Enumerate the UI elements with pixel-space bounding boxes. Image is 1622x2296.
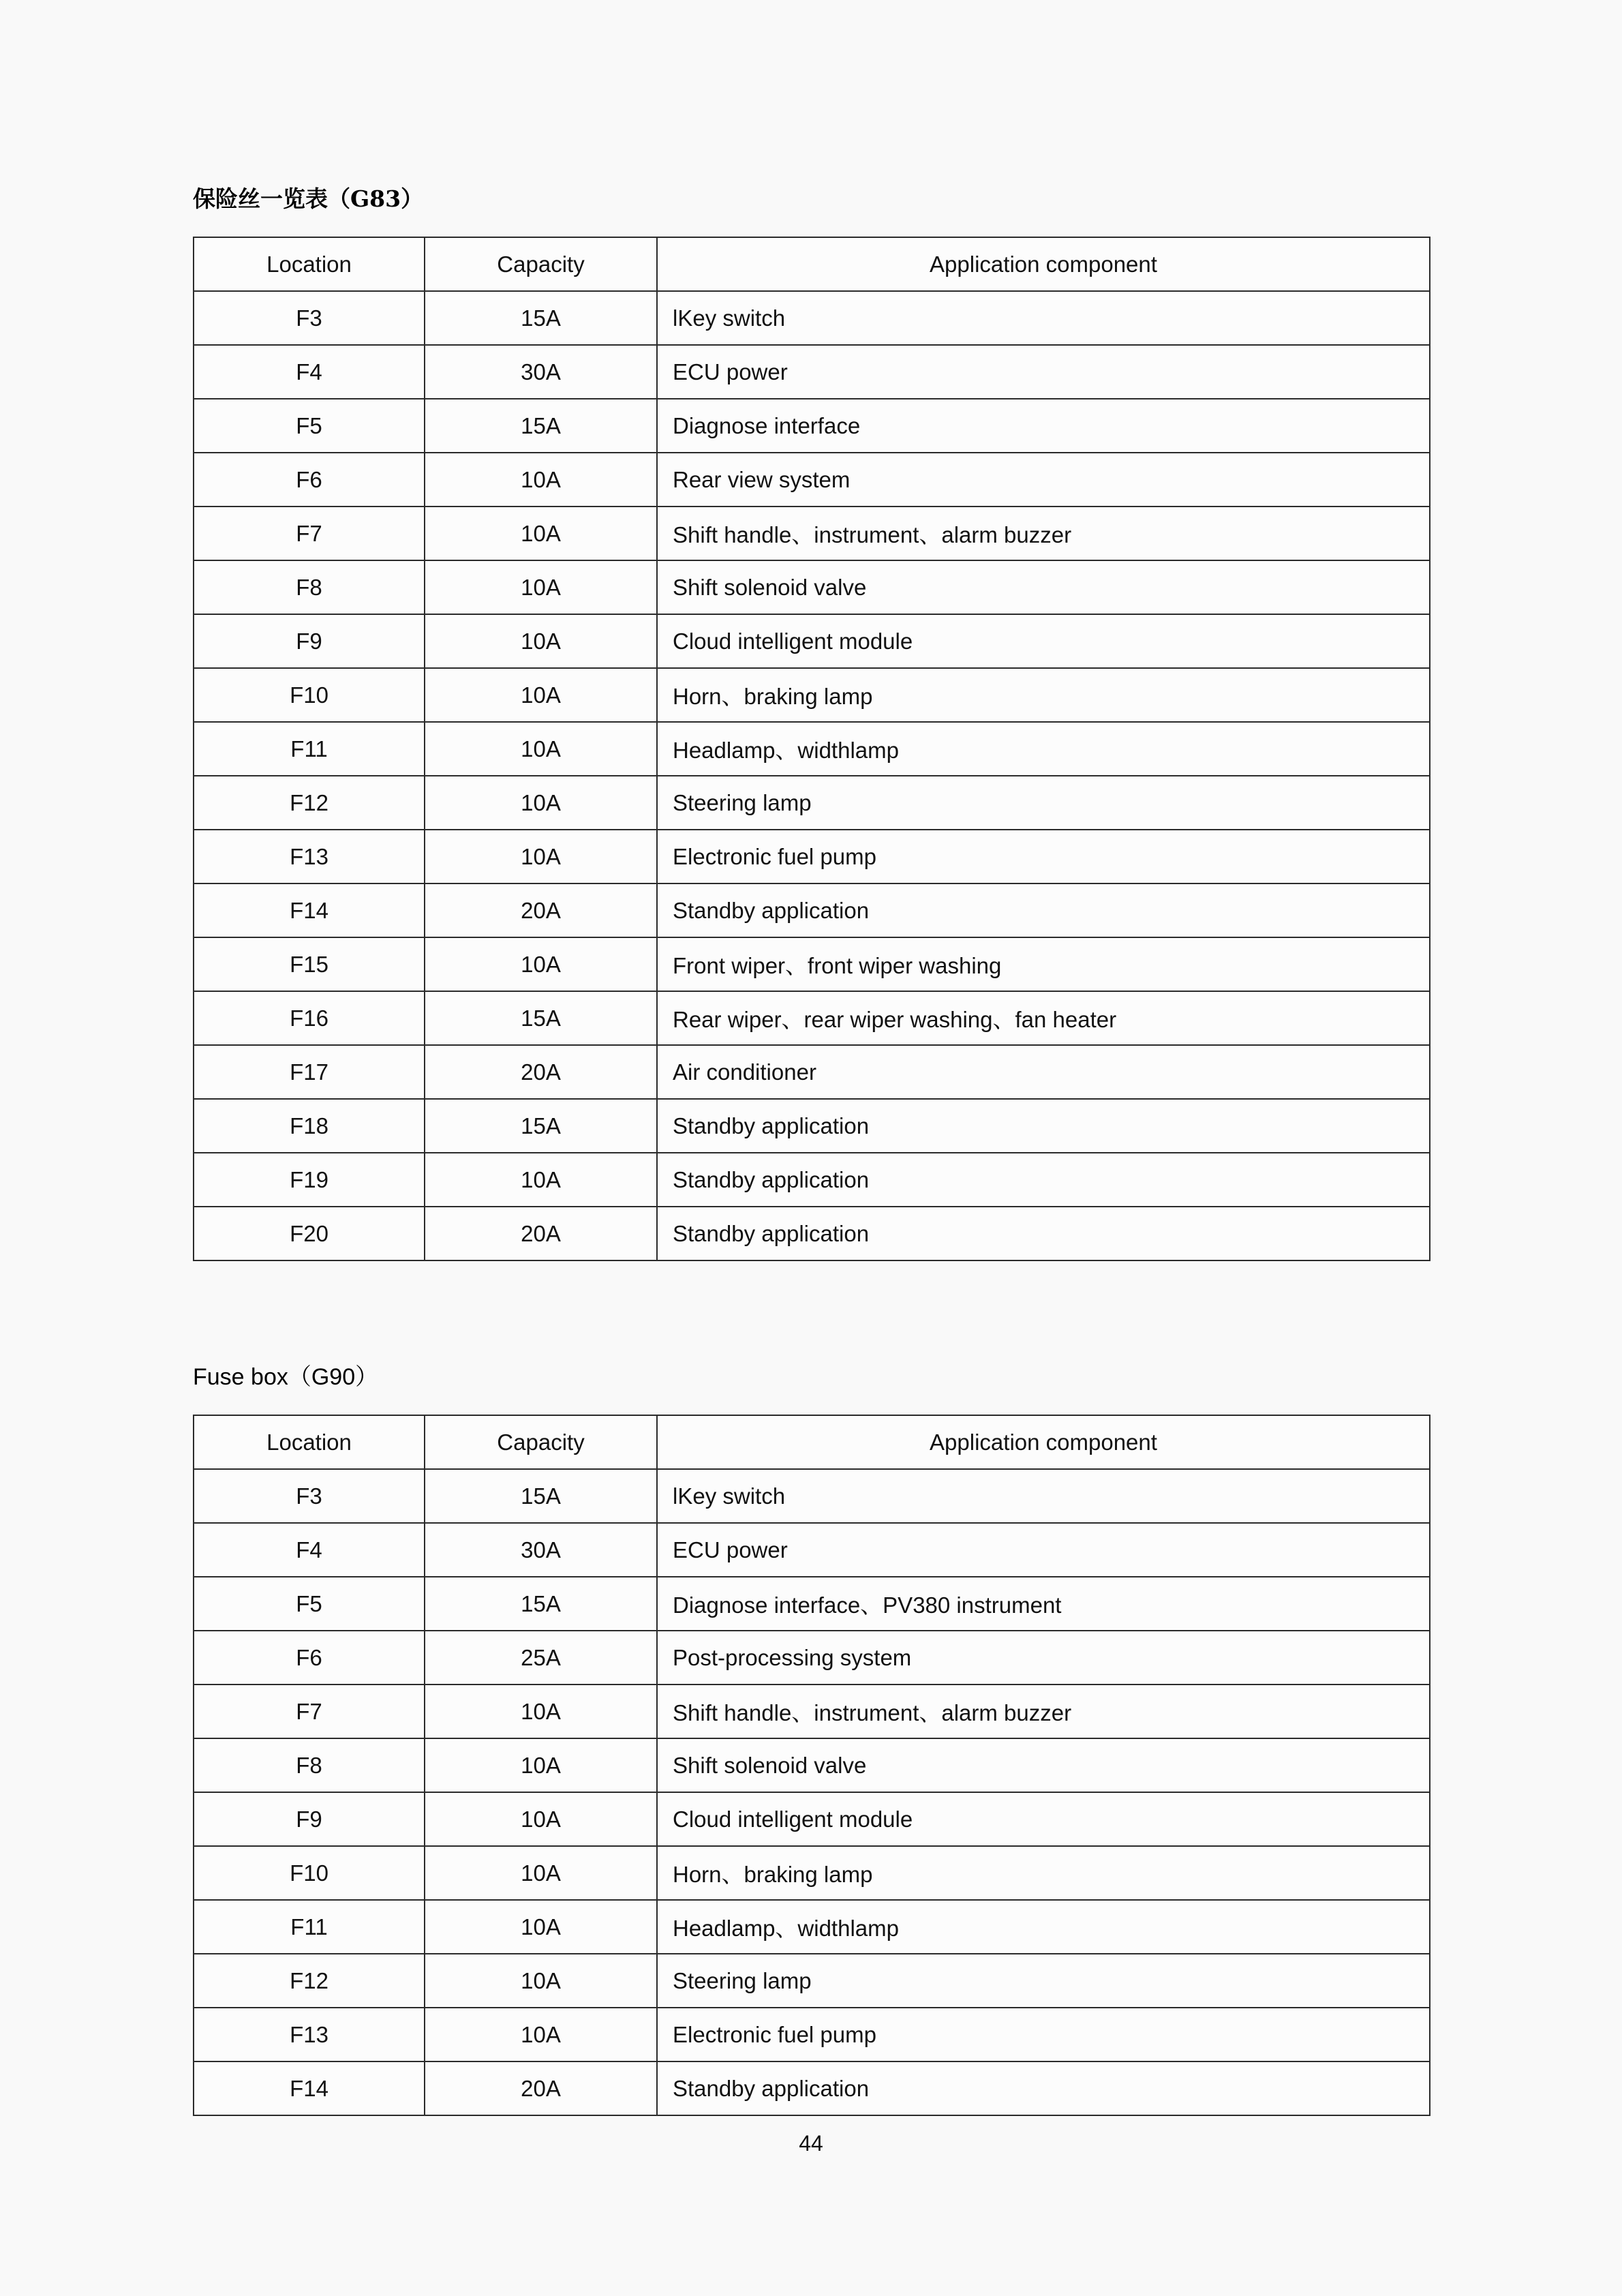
cell-capacity: 10A — [425, 1954, 657, 2008]
cell-location: F9 — [194, 614, 425, 668]
cell-location: F14 — [194, 883, 425, 937]
cell-application-component: Electronic fuel pump — [657, 2008, 1430, 2061]
cell-location: F13 — [194, 830, 425, 883]
table-row — [194, 883, 1430, 937]
column-header-location: Location — [194, 1415, 425, 1469]
table-row — [194, 399, 1430, 453]
table-row — [194, 614, 1430, 668]
table-row — [194, 1846, 1430, 1900]
cell-capacity: 25A — [425, 1631, 657, 1685]
cell-application-component: Cloud intelligent module — [657, 614, 1430, 668]
cell-capacity: 15A — [425, 991, 657, 1045]
cell-location: F4 — [194, 345, 425, 399]
table-header-row — [194, 237, 1430, 291]
cell-capacity: 10A — [425, 2008, 657, 2061]
cell-capacity: 10A — [425, 937, 657, 991]
page-number: 44 — [799, 2131, 823, 2156]
table-body-g90 — [194, 1469, 1430, 2115]
cell-location: F6 — [194, 1631, 425, 1685]
cell-application-component: Steering lamp — [657, 776, 1430, 830]
cell-application-component: Standby application — [657, 2061, 1430, 2115]
table-header-g83 — [194, 237, 1430, 291]
table-row — [194, 1792, 1430, 1846]
cell-location: F12 — [194, 1954, 425, 2008]
cell-location: F15 — [194, 937, 425, 991]
cell-capacity: 10A — [425, 668, 657, 722]
table-row — [194, 1738, 1430, 1792]
cell-location: F9 — [194, 1792, 425, 1846]
cell-location: F10 — [194, 668, 425, 722]
column-header-application-component: Application component — [657, 1415, 1430, 1469]
column-header-capacity: Capacity — [425, 1415, 657, 1469]
cell-location: F11 — [194, 1900, 425, 1954]
cell-application-component: Electronic fuel pump — [657, 830, 1430, 883]
cell-capacity: 20A — [425, 2061, 657, 2115]
cell-application-component: Steering lamp — [657, 1954, 1430, 2008]
column-header-capacity: Capacity — [425, 237, 657, 291]
cell-application-component: Air conditioner — [657, 1045, 1430, 1099]
cell-location: F19 — [194, 1153, 425, 1207]
cell-capacity: 20A — [425, 1207, 657, 1260]
cell-application-component: Shift handle、instrument、alarm buzzer — [657, 1685, 1430, 1738]
cell-capacity: 10A — [425, 722, 657, 776]
table-row — [194, 507, 1430, 560]
table-row — [194, 776, 1430, 830]
cell-location: F20 — [194, 1207, 425, 1260]
cell-application-component: Standby application — [657, 883, 1430, 937]
table-row — [194, 560, 1430, 614]
cell-application-component: Standby application — [657, 1099, 1430, 1153]
cell-application-component: Rear view system — [657, 453, 1430, 507]
table-row — [194, 1900, 1430, 1954]
cell-location: F4 — [194, 1523, 425, 1577]
table-row — [194, 1207, 1430, 1260]
cell-capacity: 10A — [425, 1792, 657, 1846]
cell-location: F7 — [194, 507, 425, 560]
table-row — [194, 1954, 1430, 2008]
table-row — [194, 2061, 1430, 2115]
cell-application-component: Rear wiper、rear wiper washing、fan heater — [657, 991, 1430, 1045]
section-title-g90: Fuse box（G90） — [193, 1364, 379, 1390]
cell-application-component: Horn、braking lamp — [657, 1846, 1430, 1900]
cell-capacity: 15A — [425, 291, 657, 345]
cell-application-component: Shift handle、instrument、alarm buzzer — [657, 507, 1430, 560]
table-row — [194, 1523, 1430, 1577]
cell-location: F13 — [194, 2008, 425, 2061]
cell-application-component: lKey switch — [657, 291, 1430, 345]
column-header-application-component: Application component — [657, 237, 1430, 291]
cell-capacity: 30A — [425, 1523, 657, 1577]
cell-application-component: Shift solenoid valve — [657, 560, 1430, 614]
cell-application-component: Diagnose interface、PV380 instrument — [657, 1577, 1430, 1631]
cell-location: F8 — [194, 1738, 425, 1792]
table-row — [194, 668, 1430, 722]
column-header-location: Location — [194, 237, 425, 291]
cell-capacity: 15A — [425, 399, 657, 453]
cell-location: F6 — [194, 453, 425, 507]
cell-capacity: 10A — [425, 776, 657, 830]
cell-location: F18 — [194, 1099, 425, 1153]
cell-capacity: 20A — [425, 883, 657, 937]
cell-capacity: 20A — [425, 1045, 657, 1099]
cell-application-component: Front wiper、front wiper washing — [657, 937, 1430, 991]
cell-application-component: ECU power — [657, 1523, 1430, 1577]
cell-application-component: Headlamp、widthlamp — [657, 1900, 1430, 1954]
fuse-table-g90 — [193, 1415, 1430, 2116]
cell-capacity: 15A — [425, 1469, 657, 1523]
cell-application-component: Diagnose interface — [657, 399, 1430, 453]
table-row — [194, 1153, 1430, 1207]
cell-capacity: 10A — [425, 1153, 657, 1207]
table-header-g90 — [194, 1415, 1430, 1469]
cell-capacity: 15A — [425, 1577, 657, 1631]
cell-location: F8 — [194, 560, 425, 614]
table-row — [194, 345, 1430, 399]
cell-capacity: 10A — [425, 614, 657, 668]
cell-location: F7 — [194, 1685, 425, 1738]
cell-location: F12 — [194, 776, 425, 830]
cell-capacity: 10A — [425, 507, 657, 560]
cell-capacity: 10A — [425, 1900, 657, 1954]
table-row — [194, 1685, 1430, 1738]
table-row — [194, 1099, 1430, 1153]
table-row — [194, 1577, 1430, 1631]
table-row — [194, 2008, 1430, 2061]
cell-capacity: 10A — [425, 1738, 657, 1792]
cell-application-component: Post-processing system — [657, 1631, 1430, 1685]
cell-location: F5 — [194, 399, 425, 453]
cell-location: F17 — [194, 1045, 425, 1099]
cell-location: F16 — [194, 991, 425, 1045]
table-row — [194, 991, 1430, 1045]
cell-capacity: 10A — [425, 1846, 657, 1900]
cell-application-component: Headlamp、widthlamp — [657, 722, 1430, 776]
cell-capacity: 15A — [425, 1099, 657, 1153]
cell-location: F3 — [194, 291, 425, 345]
cell-location: F5 — [194, 1577, 425, 1631]
table-row — [194, 937, 1430, 991]
table-row — [194, 453, 1430, 507]
table-header-row — [194, 1415, 1430, 1469]
section-title-g83: 保险丝一览表（G83） — [193, 185, 424, 212]
cell-application-component: lKey switch — [657, 1469, 1430, 1523]
cell-capacity: 10A — [425, 1685, 657, 1738]
table-body-g83 — [194, 291, 1430, 1260]
fuse-table-g83 — [193, 237, 1430, 1261]
table-row — [194, 830, 1430, 883]
cell-location: F10 — [194, 1846, 425, 1900]
table-row — [194, 1045, 1430, 1099]
cell-location: F3 — [194, 1469, 425, 1523]
table-row — [194, 291, 1430, 345]
table-row — [194, 1469, 1430, 1523]
cell-capacity: 10A — [425, 560, 657, 614]
cell-application-component: Cloud intelligent module — [657, 1792, 1430, 1846]
cell-capacity: 10A — [425, 830, 657, 883]
cell-application-component: Standby application — [657, 1207, 1430, 1260]
cell-location: F14 — [194, 2061, 425, 2115]
table-row — [194, 1631, 1430, 1685]
cell-capacity: 10A — [425, 453, 657, 507]
cell-capacity: 30A — [425, 345, 657, 399]
cell-location: F11 — [194, 722, 425, 776]
table-row — [194, 722, 1430, 776]
cell-application-component: Horn、braking lamp — [657, 668, 1430, 722]
cell-application-component: ECU power — [657, 345, 1430, 399]
cell-application-component: Shift solenoid valve — [657, 1738, 1430, 1792]
cell-application-component: Standby application — [657, 1153, 1430, 1207]
